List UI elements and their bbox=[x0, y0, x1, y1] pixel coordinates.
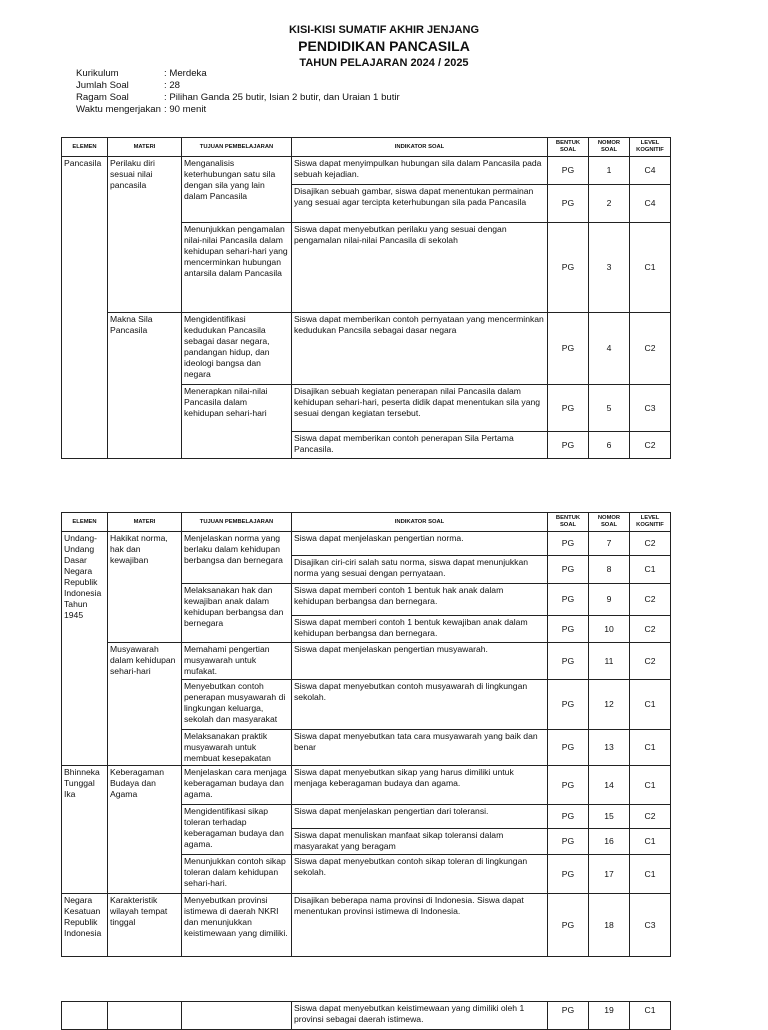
info-row-ragam-soal bbox=[76, 92, 400, 104]
info-value: : 90 menit bbox=[164, 104, 207, 115]
level-cell: C2 bbox=[630, 432, 671, 459]
level-cell: C1 bbox=[630, 730, 671, 766]
tujuan-cell: Memahami pengertian musyawarah untuk mufakat. bbox=[182, 643, 292, 680]
exam-info bbox=[76, 68, 400, 116]
materi-cell: Musyawarah dalam kehidupan sehari-hari bbox=[108, 643, 182, 766]
level-cell: C2 bbox=[630, 805, 671, 829]
info-value: : 28 bbox=[164, 80, 181, 91]
info-key: Ragam Soal bbox=[76, 92, 129, 103]
level-cell: C4 bbox=[630, 185, 671, 223]
nomor-cell: 10 bbox=[589, 616, 630, 643]
nomor-cell: 17 bbox=[589, 855, 630, 894]
level-cell: C2 bbox=[630, 313, 671, 385]
subject-title: PENDIDIKAN PANCASILA bbox=[298, 38, 470, 54]
level-cell: C4 bbox=[630, 157, 671, 185]
col-header-materi: MATERI bbox=[108, 513, 182, 532]
materi-cell: Karakteristik wilayah tempat tinggal bbox=[108, 894, 182, 957]
nomor-cell: 1 bbox=[589, 157, 630, 185]
kisi-kisi-table-2 bbox=[61, 512, 671, 957]
kisi-kisi-table-3 bbox=[61, 1001, 671, 1030]
nomor-cell: 3 bbox=[589, 223, 630, 313]
level-cell: C1 bbox=[630, 829, 671, 855]
info-value: : Pilihan Ganda 25 butir, Isian 2 butir, dan Uraian 1 butir bbox=[164, 92, 400, 103]
table-row bbox=[62, 766, 671, 805]
col-header-materi: MATERI bbox=[108, 138, 182, 157]
indikator-cell: Siswa dapat menyebutkan contoh sikap toleran di lingkungan sekolah. bbox=[292, 855, 548, 894]
level-cell: C1 bbox=[630, 680, 671, 730]
indikator-cell: Siswa dapat menyebutkan tata cara musyawarah yang baik dan benar bbox=[292, 730, 548, 766]
bentuk-cell: PG bbox=[548, 1002, 589, 1030]
tujuan-cell: Menjelaskan norma yang berlaku dalam kehidupan berbangsa dan bernegara bbox=[182, 532, 292, 584]
bentuk-cell: PG bbox=[548, 584, 589, 616]
bentuk-cell: PG bbox=[548, 185, 589, 223]
indikator-cell: Siswa dapat menyimpulkan hubungan sila dalam Pancasila pada sebuah kejadian. bbox=[292, 157, 548, 185]
table-row bbox=[62, 532, 671, 556]
indikator-cell: Siswa dapat menjelaskan pengertian musyawarah. bbox=[292, 643, 548, 680]
indikator-cell: Siswa dapat menuliskan manfaat sikap toleransi dalam masyarakat yang beragam bbox=[292, 829, 548, 855]
elemen-cell: Negara Kesatuan Republik Indonesia bbox=[62, 894, 108, 957]
table-row bbox=[62, 894, 671, 957]
nomor-cell: 19 bbox=[589, 1002, 630, 1030]
bentuk-cell: PG bbox=[548, 766, 589, 805]
tujuan-cell: Menyebutkan contoh penerapan musyawarah di lingkungan keluarga, sekolah dan masyarakat bbox=[182, 680, 292, 730]
col-header-nomor: NOMOR SOAL bbox=[589, 138, 630, 157]
col-header-indikator: INDIKATOR SOAL bbox=[292, 513, 548, 532]
col-header-nomor: NOMOR SOAL bbox=[589, 513, 630, 532]
materi-cell: Makna Sila Pancasila bbox=[108, 313, 182, 459]
info-key: Jumlah Soal bbox=[76, 80, 129, 91]
info-value: : Merdeka bbox=[164, 68, 207, 79]
tujuan-cell: Mengidentifikasi kedudukan Pancasila sebagai dasar negara, pandangan hidup, dan ideologi bangsa dan negara bbox=[182, 313, 292, 385]
col-header-level: LEVEL KOGNITIF bbox=[630, 513, 671, 532]
bentuk-cell: PG bbox=[548, 680, 589, 730]
indikator-cell: Siswa dapat memberi contoh 1 bentuk kewajiban anak dalam kehidupan berbangsa dan bernegara. bbox=[292, 616, 548, 643]
level-cell: C2 bbox=[630, 584, 671, 616]
tujuan-cell: Melaksanakan hak dan kewajiban anak dalam kehidupan berbangsa dan bernegara bbox=[182, 584, 292, 643]
indikator-cell: Siswa dapat menyebutkan contoh musyawarah di lingkungan sekolah. bbox=[292, 680, 548, 730]
bentuk-cell: PG bbox=[548, 313, 589, 385]
level-cell: C1 bbox=[630, 223, 671, 313]
col-header-bentuk: BENTUK SOAL bbox=[548, 513, 589, 532]
nomor-cell: 9 bbox=[589, 584, 630, 616]
nomor-cell: 8 bbox=[589, 556, 630, 584]
indikator-cell: Disajikan sebuah gambar, siswa dapat menentukan permainan yang sesuai agar tercipta keterhubungan sila pada Pancasila bbox=[292, 185, 548, 223]
bentuk-cell: PG bbox=[548, 385, 589, 432]
document-title: KISI-KISI SUMATIF AKHIR JENJANG bbox=[288, 24, 480, 36]
indikator-cell: Siswa dapat menyebutkan perilaku yang sesuai dengan pengamalan nilai-nilai Pancasila di sekolah bbox=[292, 223, 548, 313]
academic-year: TAHUN PELAJARAN 2024 / 2025 bbox=[299, 57, 469, 69]
bentuk-cell: PG bbox=[548, 157, 589, 185]
bentuk-cell: PG bbox=[548, 556, 589, 584]
tujuan-cell: Menunjukkan pengamalan nilai-nilai Pancasila dalam kehidupan sehari-hari yang mencerminkan hubungan antarsila dalam Pancasila bbox=[182, 223, 292, 313]
indikator-cell: Siswa dapat menjelaskan pengertian norma. bbox=[292, 532, 548, 556]
bentuk-cell: PG bbox=[548, 532, 589, 556]
table-row bbox=[62, 643, 671, 680]
table-row bbox=[62, 1002, 671, 1030]
nomor-cell: 16 bbox=[589, 829, 630, 855]
tujuan-cell: Mengidentifikasi sikap toleran terhadap keberagaman budaya dan agama. bbox=[182, 805, 292, 855]
info-row-kurikulum bbox=[76, 68, 400, 80]
indikator-cell: Siswa dapat memberikan contoh pernyataan yang mencerminkan kedudukan Pancsila sebagai dasar negara bbox=[292, 313, 548, 385]
materi-cell: Hakikat norma, hak dan kewajiban bbox=[108, 532, 182, 643]
col-header-elemen: ELEMEN bbox=[62, 138, 108, 157]
info-key: Kurikulum bbox=[76, 68, 119, 79]
nomor-cell: 12 bbox=[589, 680, 630, 730]
info-row-jumlah-soal bbox=[76, 80, 400, 92]
materi-cell bbox=[108, 1002, 182, 1030]
bentuk-cell: PG bbox=[548, 730, 589, 766]
col-header-level: LEVEL KOGNITIF bbox=[630, 138, 671, 157]
level-cell: C2 bbox=[630, 532, 671, 556]
level-cell: C2 bbox=[630, 643, 671, 680]
materi-cell: Perilaku diri sesuai nilai pancasila bbox=[108, 157, 182, 313]
nomor-cell: 13 bbox=[589, 730, 630, 766]
nomor-cell: 5 bbox=[589, 385, 630, 432]
elemen-cell: Bhinneka Tunggal Ika bbox=[62, 766, 108, 894]
tujuan-cell: Melaksanakan praktik musyawarah untuk membuat kesepakatan bbox=[182, 730, 292, 766]
level-cell: C3 bbox=[630, 385, 671, 432]
level-cell: C1 bbox=[630, 766, 671, 805]
kisi-kisi-table-1 bbox=[61, 137, 671, 459]
table-header-row bbox=[62, 138, 671, 157]
materi-cell: Keberagaman Budaya dan Agama bbox=[108, 766, 182, 894]
elemen-cell bbox=[62, 1002, 108, 1030]
info-key: Waktu mengerjakan bbox=[76, 104, 161, 115]
bentuk-cell: PG bbox=[548, 432, 589, 459]
level-cell: C2 bbox=[630, 616, 671, 643]
indikator-cell: Disajikan ciri-ciri salah satu norma, siswa dapat menunjukkan norma yang sesuai dengan pernyataan. bbox=[292, 556, 548, 584]
nomor-cell: 14 bbox=[589, 766, 630, 805]
table-row bbox=[62, 313, 671, 385]
table-row bbox=[62, 157, 671, 185]
indikator-cell: Disajikan beberapa nama provinsi di Indonesia. Siswa dapat menentukan provinsi istimewa di Indonesia. bbox=[292, 894, 548, 957]
nomor-cell: 6 bbox=[589, 432, 630, 459]
nomor-cell: 11 bbox=[589, 643, 630, 680]
level-cell: C1 bbox=[630, 1002, 671, 1030]
bentuk-cell: PG bbox=[548, 855, 589, 894]
indikator-cell: Siswa dapat memberi contoh 1 bentuk hak anak dalam kehidupan berbangsa dan bernegara. bbox=[292, 584, 548, 616]
elemen-cell: Undang-Undang Dasar Negara Republik Indonesia Tahun 1945 bbox=[62, 532, 108, 766]
tujuan-cell: Menyebutkan provinsi istimewa di daerah NKRI dan menunjukkan keistimewaan yang dimiliki. bbox=[182, 894, 292, 957]
tujuan-cell: Menjelaskan cara menjaga keberagaman budaya dan agama. bbox=[182, 766, 292, 805]
indikator-cell: Siswa dapat memberikan contoh penerapan Sila Pertama Pancasila. bbox=[292, 432, 548, 459]
nomor-cell: 18 bbox=[589, 894, 630, 957]
nomor-cell: 2 bbox=[589, 185, 630, 223]
tujuan-cell: Menunjukkan contoh sikap toleran dalam kehidupan sehari-hari. bbox=[182, 855, 292, 894]
col-header-tujuan: TUJUAN PEMBELAJARAN bbox=[182, 138, 292, 157]
bentuk-cell: PG bbox=[548, 805, 589, 829]
col-header-tujuan: TUJUAN PEMBELAJARAN bbox=[182, 513, 292, 532]
level-cell: C1 bbox=[630, 855, 671, 894]
indikator-cell: Disajikan sebuah kegiatan penerapan nilai Pancasila dalam kehidupan sehari-hari, peserta didik dapat menentukan sila yang sesuai dengan kegiatan tersebut. bbox=[292, 385, 548, 432]
level-cell: C1 bbox=[630, 556, 671, 584]
nomor-cell: 4 bbox=[589, 313, 630, 385]
bentuk-cell: PG bbox=[548, 643, 589, 680]
col-header-indikator: INDIKATOR SOAL bbox=[292, 138, 548, 157]
tujuan-cell bbox=[182, 1002, 292, 1030]
nomor-cell: 15 bbox=[589, 805, 630, 829]
level-cell: C3 bbox=[630, 894, 671, 957]
indikator-cell: Siswa dapat menyebutkan sikap yang harus dimiliki untuk menjaga keberagaman budaya dan agama. bbox=[292, 766, 548, 805]
table-header-row bbox=[62, 513, 671, 532]
bentuk-cell: PG bbox=[548, 894, 589, 957]
col-header-elemen: ELEMEN bbox=[62, 513, 108, 532]
bentuk-cell: PG bbox=[548, 829, 589, 855]
bentuk-cell: PG bbox=[548, 616, 589, 643]
tujuan-cell: Menerapkan nilai-nilai Pancasila dalam kehidupan sehari-hari bbox=[182, 385, 292, 459]
indikator-cell: Siswa dapat menyebutkan keistimewaan yang dimiliki oleh 1 provinsi sebagai daerah istimewa. bbox=[292, 1002, 548, 1030]
tujuan-cell: Menganalisis keterhubungan satu sila dengan sila yang lain dalam Pancasila bbox=[182, 157, 292, 223]
nomor-cell: 7 bbox=[589, 532, 630, 556]
bentuk-cell: PG bbox=[548, 223, 589, 313]
elemen-cell: Pancasila bbox=[62, 157, 108, 459]
col-header-bentuk: BENTUK SOAL bbox=[548, 138, 589, 157]
indikator-cell: Siswa dapat menjelaskan pengertian dari toleransi. bbox=[292, 805, 548, 829]
info-row-waktu bbox=[76, 104, 400, 116]
